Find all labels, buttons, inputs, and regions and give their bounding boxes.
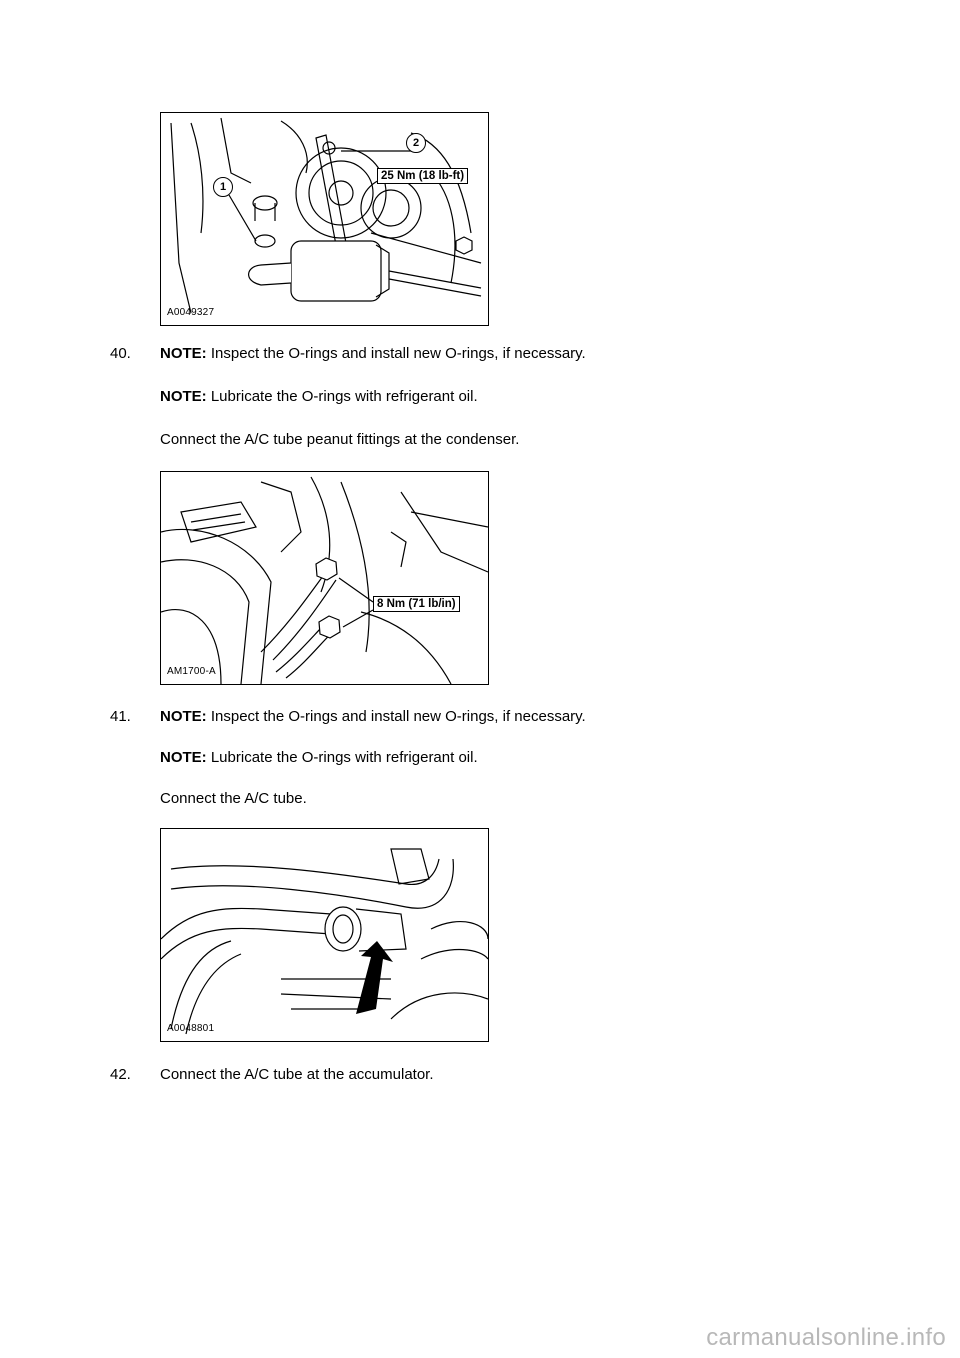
step-number: 40. <box>110 345 131 362</box>
torque-callout: 8 Nm (71 lb/in) <box>373 596 460 612</box>
watermark-text: carmanualsonline.info <box>706 1324 946 1351</box>
step-note-line <box>160 708 586 726</box>
figure-am1700-a <box>160 471 489 685</box>
step-note-line <box>160 749 478 767</box>
figure-id: AM1700-A <box>167 666 216 677</box>
callout-number-1: 1 <box>213 177 233 197</box>
figure-a0048801-drawing <box>161 829 488 1041</box>
step-number: 42. <box>110 1066 131 1083</box>
note-label: NOTE: <box>160 708 207 725</box>
torque-callout: 25 Nm (18 lb-ft) <box>377 168 468 184</box>
figure-id: A0049327 <box>167 307 215 318</box>
note-text: Inspect the O-rings and install new O-rings, if necessary. <box>210 345 586 362</box>
figure-a0048801 <box>160 828 489 1042</box>
note-text: Lubricate the O-rings with refrigerant oil. <box>210 388 478 405</box>
figure-a0049327 <box>160 112 489 326</box>
note-label: NOTE: <box>160 388 207 405</box>
figure-id: A0048801 <box>167 1023 215 1034</box>
step-note-line <box>160 388 478 406</box>
step-number: 41. <box>110 708 131 725</box>
step-note-line <box>160 345 586 363</box>
note-label: NOTE: <box>160 345 207 362</box>
note-text: Lubricate the O-rings with refrigerant oil. <box>210 749 478 766</box>
step-instruction: Connect the A/C tube at the accumulator. <box>160 1066 434 1083</box>
note-label: NOTE: <box>160 749 207 766</box>
figure-am1700-a-drawing <box>161 472 488 684</box>
step-instruction: Connect the A/C tube peanut fittings at the condenser. <box>160 431 520 448</box>
note-text: Inspect the O-rings and install new O-rings, if necessary. <box>210 708 586 725</box>
figure-a0049327-drawing <box>161 113 488 325</box>
step-instruction: Connect the A/C tube. <box>160 790 307 807</box>
callout-number-2: 2 <box>406 133 426 153</box>
